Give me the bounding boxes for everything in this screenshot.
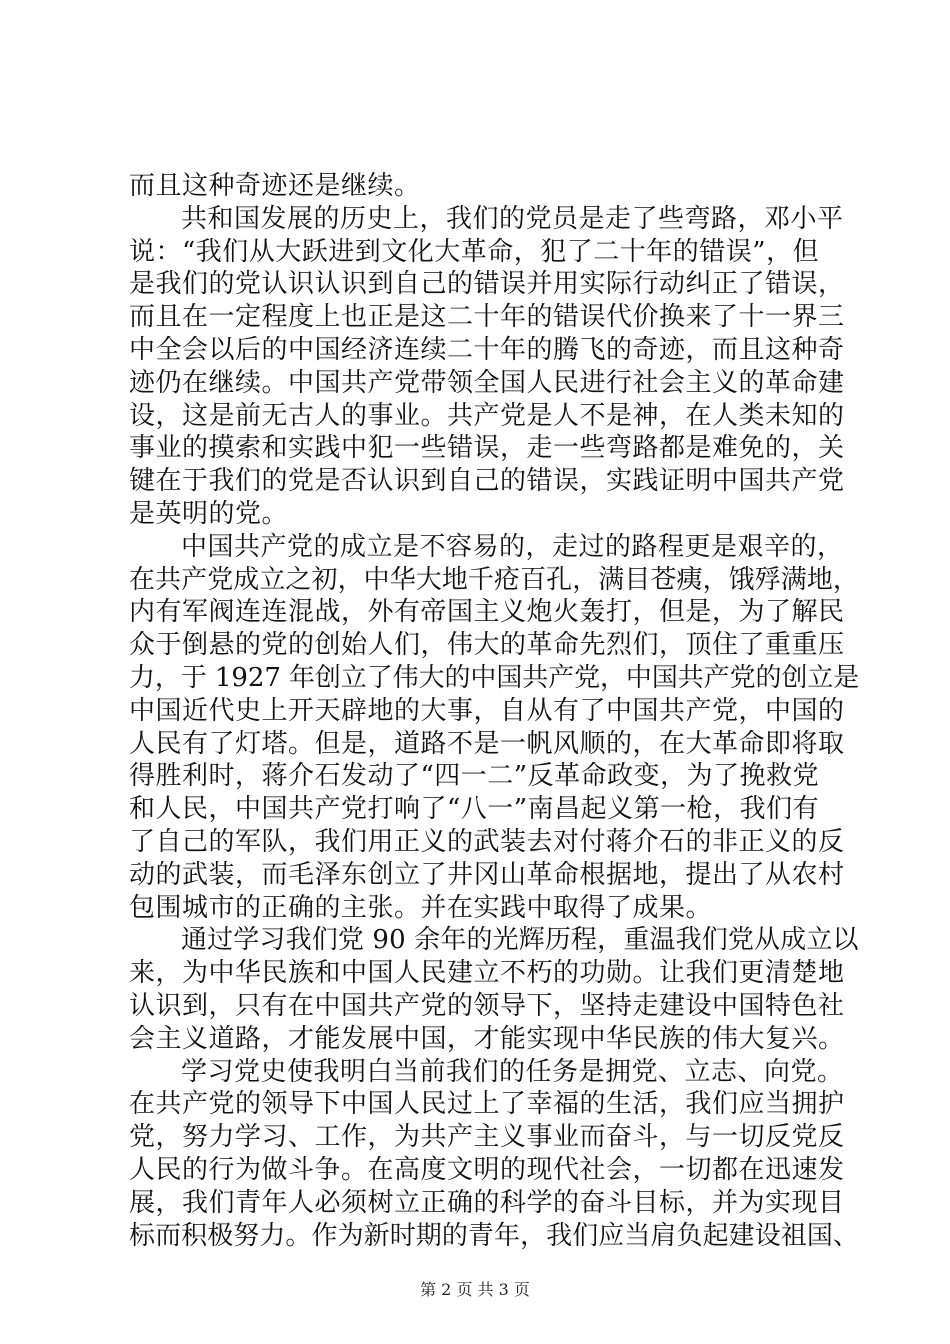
text-line: 包围城市的正确的主张。并在实践中取得了成果。 xyxy=(129,892,713,923)
text-line: 设，这是前无古人的事业。共产党是人不是神，在人类未知的 xyxy=(129,400,845,431)
text-line: 党，努力学习、工作，为共产主义事业而奋斗，与一切反党反 xyxy=(129,1122,845,1153)
text-line: 事业的摸索和实践中犯一些错误，走一些弯路都是难免的，关 xyxy=(129,433,845,464)
text-line: 中国近代史上开天辟地的大事，自从有了中国共产党，中国的 xyxy=(129,695,845,726)
text-line: 迹仍在继续。中国共产党带领全国人民进行社会主义的革命建 xyxy=(129,367,845,398)
text-line: 是英明的党。 xyxy=(129,498,289,529)
text-line: 在共产党成立之初，中华大地千疮百孔，满目苍痍，饿殍满地， xyxy=(129,564,860,595)
text-line: 共和国发展的历史上，我们的党员是走了些弯路，邓小平 xyxy=(181,203,844,234)
text-line: 而且这种奇迹还是继续。 xyxy=(129,171,421,201)
text-line: 来，为中华民族和中国人民建立不朽的功勋。让我们更清楚地 xyxy=(129,958,845,989)
text-line: 标而积极努力。作为新时期的青年，我们应当肩负起建设祖国、 xyxy=(129,1220,860,1251)
text-line: 会主义道路，才能发展中国，才能实现中华民族的伟大复兴。 xyxy=(129,1023,845,1054)
text-line: 中全会以后的中国经济连续二十年的腾飞的奇迹，而且这种奇 xyxy=(129,334,845,365)
page-footer: 第 2 页 共 3 页 xyxy=(420,1280,530,1299)
text-line: 通过学习我们党 90 余年的光辉历程，重温我们党从成立以 xyxy=(181,925,859,956)
text-line: 在共产党的领导下中国人民过上了幸福的生活，我们应当拥护 xyxy=(129,1089,845,1120)
text-line: 力，于 1927 年创立了伟大的中国共产党，中国共产党的创立是 xyxy=(129,662,860,693)
text-line: 键在于我们的党是否认识到自己的错误，实践证明中国共产党 xyxy=(129,466,845,497)
text-line: 学习党史使我明白当前我们的任务是拥党、立志、向党。 xyxy=(181,1056,844,1087)
text-line: 而且在一定程度上也正是这二十年的错误代价换来了十一界三 xyxy=(129,302,845,333)
text-line: 展，我们青年人必须树立正确的科学的奋斗目标，并为实现目 xyxy=(129,1187,845,1218)
text-line: 和人民，中国共产党打响了“八一”南昌起义第一枪，我们有 xyxy=(129,794,820,825)
text-line: 动的武装，而毛泽东创立了井冈山革命根据地，提出了从农村 xyxy=(129,859,845,890)
text-line: 内有军阀连连混战，外有帝国主义炮火轰打，但是，为了解民 xyxy=(129,597,845,628)
document-body xyxy=(129,170,859,1252)
text-line: 人民的行为做斗争。在高度文明的现代社会，一切都在迅速发 xyxy=(129,1154,845,1185)
text-line: 众于倒悬的党的创始人们，伟大的革命先烈们，顶住了重重压 xyxy=(129,630,845,661)
text-line: 是我们的党认识认识到自己的错误并用实际行动纠正了错误， xyxy=(129,269,845,300)
text-line: 得胜利时，蒋介石发动了“四一二”反革命政变，为了挽救党 xyxy=(129,761,820,792)
text-line: 认识到，只有在中国共产党的领导下，坚持走建设中国特色社 xyxy=(129,990,845,1021)
text-line: 人民有了灯塔。但是，道路不是一帆风顺的，在大革命即将取 xyxy=(129,728,845,759)
text-line: 了自己的军队，我们用正义的武装去对付蒋介石的非正义的反 xyxy=(129,826,845,857)
text-line: 中国共产党的成立是不容易的，走过的路程更是艰辛的， xyxy=(181,531,844,562)
text-line: 说：“我们从大跃进到文化大革命，犯了二十年的错误”，但 xyxy=(129,236,820,267)
